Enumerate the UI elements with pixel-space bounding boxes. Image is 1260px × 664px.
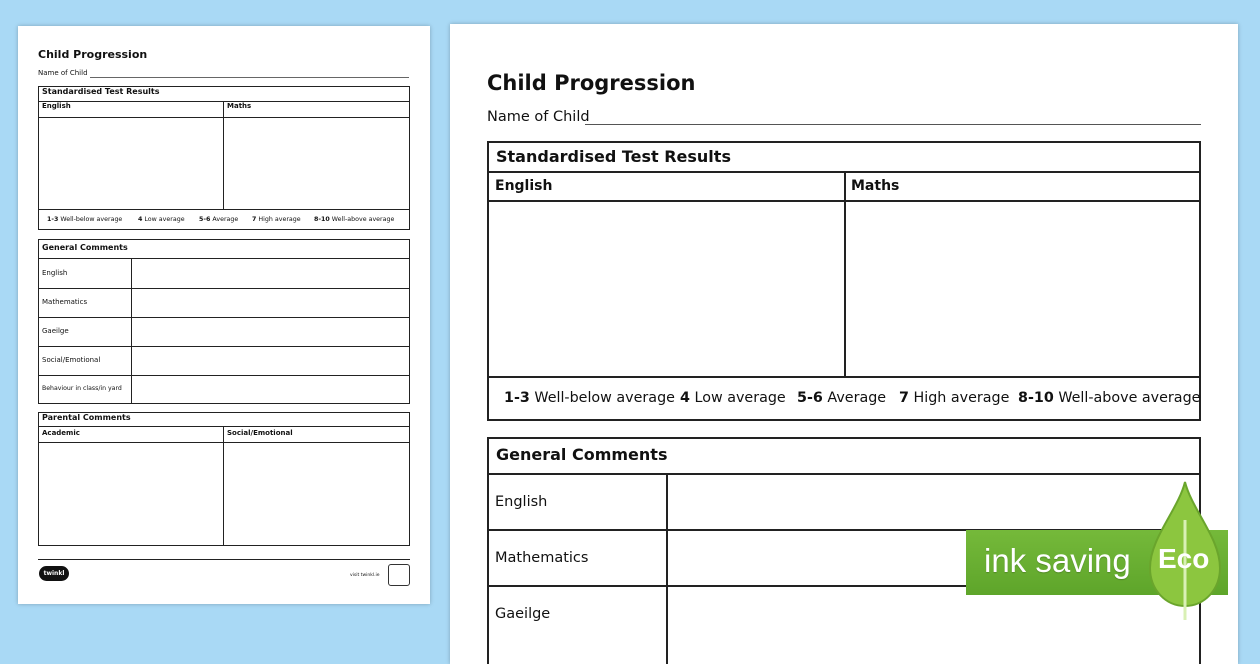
name-label: Name of Child xyxy=(38,69,88,77)
divider xyxy=(39,375,409,376)
column-header-academic: Academic xyxy=(39,427,224,443)
name-label: Name of Child xyxy=(487,109,590,125)
section-heading: Parental Comments xyxy=(39,413,409,427)
key-item: 8-10 Well-above average xyxy=(1018,390,1201,406)
key-item: 4 Low average xyxy=(680,390,786,406)
parental-comments-section xyxy=(38,412,410,546)
column-header-english: English xyxy=(489,173,845,202)
row-label: Social/Emotional xyxy=(42,356,101,364)
key-item: 1-3 Well-below average xyxy=(504,390,675,406)
key-item: 1-3 Well-below average xyxy=(47,216,123,223)
divider xyxy=(223,427,224,545)
row-label: Gaeilge xyxy=(495,606,551,622)
key-item: 8-10 Well-above average xyxy=(314,216,395,223)
row-label: English xyxy=(495,494,548,510)
section-heading: General Comments xyxy=(39,240,409,259)
column-header-maths: Maths xyxy=(224,102,409,118)
key-item: 5-6 Average xyxy=(797,390,887,406)
column-header-english: English xyxy=(39,102,224,118)
row-label: Mathematics xyxy=(42,298,88,306)
name-line xyxy=(585,124,1201,125)
key-item: 4 Low average xyxy=(138,216,185,223)
eco-badge xyxy=(1148,480,1222,620)
row-label: Mathematics xyxy=(495,550,589,566)
key-item: 5-6 Average xyxy=(199,216,239,223)
key-item: 7 High average xyxy=(899,390,1010,406)
divider xyxy=(131,259,132,403)
divider xyxy=(39,288,409,289)
divider xyxy=(39,317,409,318)
standardised-section xyxy=(487,141,1201,421)
eco-label: Eco xyxy=(1158,543,1210,574)
section-heading: Standardised Test Results xyxy=(39,87,409,102)
column-header-social: Social/Emotional xyxy=(224,427,409,443)
badge-icon xyxy=(388,564,410,586)
divider xyxy=(223,102,224,210)
thumbnail-page[interactable] xyxy=(18,26,430,604)
footer-url: visit twinkl.ie xyxy=(350,573,380,578)
divider xyxy=(39,346,409,347)
page-title: Child Progression xyxy=(38,48,148,61)
name-line xyxy=(90,77,409,78)
divider xyxy=(666,475,668,664)
row-label: English xyxy=(42,269,68,277)
column-header-maths: Maths xyxy=(845,173,1199,202)
divider xyxy=(39,209,409,210)
section-heading: Standardised Test Results xyxy=(489,143,1199,173)
row-label: Gaeilge xyxy=(42,327,69,335)
footer-rule xyxy=(38,559,410,560)
general-comments-section xyxy=(38,239,410,404)
twinkl-logo: twinkl xyxy=(39,566,69,581)
section-heading: General Comments xyxy=(489,439,1199,475)
page-title: Child Progression xyxy=(487,71,696,95)
key-item: 7 High average xyxy=(252,216,301,223)
banner-text: ink saving xyxy=(984,542,1131,579)
row-label: Behaviour in class/in yard xyxy=(42,385,122,392)
divider xyxy=(489,376,1199,378)
divider xyxy=(844,173,846,378)
standardised-section xyxy=(38,86,410,230)
